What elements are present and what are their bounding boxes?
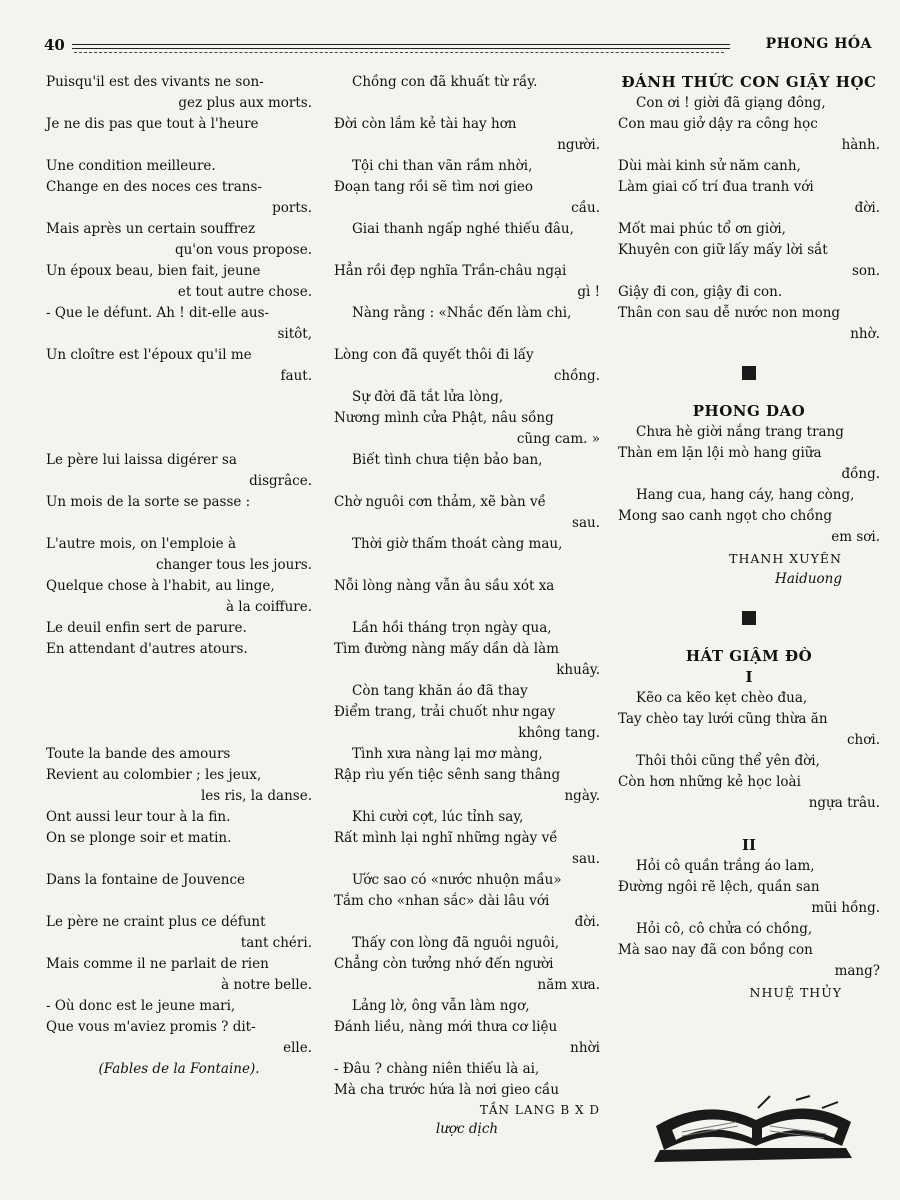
- header-rule: [72, 48, 730, 49]
- page-header: [44, 36, 880, 58]
- verse-line: Mốt mai phúc tổ ơn giời,: [618, 221, 786, 237]
- verse-line: Biết tình chưa tiện bảo ban,: [352, 452, 543, 468]
- verse-line: son.: [851, 263, 880, 279]
- verse-line: Rập rìu yến tiệc sênh sang thâng: [334, 767, 561, 783]
- verse-line: disgrâce.: [249, 473, 312, 489]
- verse-line: năm xưa.: [537, 977, 600, 993]
- verse-line: Còn hơn những kẻ học loài: [618, 774, 801, 790]
- open-book-icon: [646, 1086, 866, 1170]
- poem-title: PHONG DAO: [692, 402, 806, 420]
- verse-line: Hẳn rồi đẹp nghĩa Trần-châu ngại: [334, 263, 567, 279]
- verse-line: Une condition meilleure.: [46, 158, 216, 174]
- section-number: II: [741, 836, 757, 854]
- verse-line: Le deuil enfin sert de parure.: [46, 620, 247, 636]
- verse-line: Change en des noces ces trans-: [46, 179, 262, 195]
- verse-line: Mais après un certain souffrez: [46, 221, 256, 237]
- verse-line: đồng.: [841, 466, 880, 482]
- verse-line: Tìm đường nàng mấy dần dà làm: [334, 641, 559, 657]
- verse-line: Que vous m'aviez promis ? dit-: [46, 1019, 256, 1035]
- verse-line: Thời giờ thấm thoát càng mau,: [352, 536, 563, 552]
- verse-line: tant chéri.: [240, 935, 312, 951]
- poem-author: NHUỆ THỦY: [749, 985, 842, 1000]
- verse-line: Điểm trang, trải chuốt như ngay: [334, 704, 556, 720]
- verse-line: Lần hồi tháng trọn ngày qua,: [352, 620, 552, 636]
- verse-line: nhờ.: [850, 326, 880, 342]
- verse-line: les ris, la danse.: [200, 788, 312, 804]
- verse-line: Chồng con đã khuất từ rầy.: [352, 74, 538, 90]
- verse-line: Đoạn tang rồi sẽ tìm nơi gieo: [334, 179, 534, 195]
- verse-line: - Đâu ? chàng niên thiếu là ai,: [334, 1061, 540, 1077]
- verse-line: đời.: [854, 200, 880, 216]
- verse-line: Còn tang khăn áo đã thay: [352, 683, 528, 699]
- poem-author: THANH XUYÊN: [729, 551, 842, 566]
- section-number: I: [745, 668, 753, 686]
- section-separator: [742, 366, 756, 380]
- verse-line: - Où donc est le jeune mari,: [46, 998, 236, 1014]
- verse-line: chồng.: [553, 368, 600, 384]
- verse-line: Tình xưa nàng lại mơ màng,: [352, 746, 543, 762]
- verse-line: Kẽo ca kẽo kẹt chèo đua,: [636, 690, 808, 706]
- verse-line: Dùi mài kinh sử năm canh,: [618, 158, 801, 174]
- section-separator: [742, 611, 756, 625]
- verse-line: Rất mình lại nghĩ những ngày về: [334, 830, 558, 846]
- fable-source: (Fables de la Fontaine).: [98, 1061, 260, 1077]
- verse-line: Khuyên con giữ lấy mấy lời sắt: [618, 242, 828, 258]
- verse-line: Giậy đi con, giậy đi con.: [618, 284, 783, 300]
- verse-line: Mais comme il ne parlait de rien: [46, 956, 269, 972]
- verse-line: Quelque chose à l'habit, au linge,: [46, 578, 275, 594]
- verse-line: Khi cười cợt, lúc tỉnh say,: [352, 809, 524, 825]
- header-rule: [74, 52, 724, 53]
- verse-line: Un époux beau, bien fait, jeune: [46, 263, 261, 279]
- translator-signature: TẦN LANG B X D: [479, 1103, 600, 1117]
- verse-line: Sự đời đã tắt lửa lòng,: [352, 389, 504, 405]
- verse-line: sau.: [572, 851, 600, 867]
- verse-line: Un cloître est l'époux qu'il me: [46, 347, 252, 363]
- verse-line: sitôt,: [277, 326, 312, 342]
- translator-note: lược dịch: [435, 1121, 499, 1137]
- verse-line: gez plus aux morts.: [178, 95, 312, 111]
- verse-line: Toute la bande des amours: [46, 746, 231, 762]
- verse-line: Chẳng còn tưởng nhớ đến người: [334, 956, 554, 972]
- verse-line: mũi hồng.: [811, 900, 880, 916]
- verse-line: Ont aussi leur tour à la fin.: [46, 809, 231, 825]
- verse-line: Giai thanh ngấp nghé thiếu đâu,: [352, 221, 574, 237]
- verse-line: à la coiffure.: [225, 599, 312, 615]
- verse-line: Nương mình cửa Phật, nâu sồng: [334, 410, 554, 426]
- verse-line: Ước sao có «nước nhuộn mầu»: [352, 872, 562, 888]
- verse-line: Nàng rằng : «Nhắc đến làm chi,: [352, 305, 572, 321]
- column-poems: [618, 72, 880, 1003]
- verse-line: Đời còn lắm kẻ tài hay hơn: [334, 116, 517, 132]
- verse-line: ngày.: [564, 788, 600, 804]
- verse-line: mang?: [834, 963, 880, 979]
- verse-line: Thấy con lòng đã nguôi nguôi,: [352, 935, 560, 951]
- verse-line: người.: [557, 137, 600, 153]
- verse-line: Thàn em lặn lội mò hang giữa: [618, 445, 822, 461]
- verse-line: qu'on vous propose.: [174, 242, 312, 258]
- verse-line: Nỗi lòng nàng vẫn âu sầu xót xa: [334, 578, 555, 594]
- verse-line: đời.: [574, 914, 600, 930]
- verse-line: Làm giai cố trí đua tranh với: [618, 179, 814, 195]
- verse-line: gì !: [577, 284, 600, 300]
- verse-line: Đánh liều, nàng mới thưa cơ liệu: [334, 1019, 558, 1035]
- verse-line: Thân con sau dễ nước non mong: [618, 305, 841, 321]
- verse-line: Mong sao canh ngọt cho chồng: [618, 508, 832, 524]
- verse-line: Le père lui laissa digérer sa: [46, 452, 237, 468]
- verse-line: et tout autre chose.: [177, 284, 312, 300]
- verse-line: Lòng con đã quyết thôi đi lấy: [334, 347, 534, 363]
- verse-line: Tay chèo tay lưới cũng thừa ăn: [618, 711, 828, 727]
- verse-line: cầu.: [571, 200, 600, 216]
- verse-line: cũng cam. »: [516, 431, 600, 447]
- verse-line: Chờ nguôi cơn thảm, xẽ bàn về: [334, 494, 546, 510]
- poem-title: ĐÁNH THỨC CON GIẬY HỌC: [621, 73, 877, 91]
- verse-line: hành.: [841, 137, 880, 153]
- verse-line: ngựa trâu.: [808, 795, 880, 811]
- verse-line: Chưa hè giời nắng trang trang: [636, 424, 844, 440]
- verse-line: không tang.: [518, 725, 600, 741]
- verse-line: - Que le défunt. Ah ! dit-elle aus-: [46, 305, 270, 321]
- header-rule: [72, 44, 730, 45]
- verse-line: Thôi thôi cũng thể yên đời,: [636, 753, 820, 769]
- verse-line: Hang cua, hang cáy, hang còng,: [636, 487, 855, 503]
- poem-place: Haiduong: [775, 571, 842, 587]
- verse-line: khuây.: [556, 662, 600, 678]
- verse-line: em sơi.: [831, 529, 880, 545]
- verse-line: Con mau giở dậy ra công học: [618, 116, 818, 132]
- verse-line: changer tous les jours.: [155, 557, 312, 573]
- column-french-fable: [46, 72, 312, 1080]
- column-vietnamese-translation: [334, 72, 600, 1139]
- poem-title: HÁT GIẬM ĐÒ: [685, 647, 813, 665]
- verse-line: L'autre mois, on l'emploie à: [46, 536, 237, 552]
- verse-line: Tắm cho «nhan sắc» dài lâu với: [334, 893, 550, 909]
- verse-line: Tội chi than vãn rầm nhời,: [352, 158, 533, 174]
- verse-line: Mà cha trước hứa là nơi gieo cầu: [334, 1082, 560, 1098]
- verse-line: nhời: [570, 1040, 600, 1056]
- verse-line: Un mois de la sorte se passe :: [46, 494, 251, 510]
- verse-line: Đường ngôi rẽ lệch, quần san: [618, 879, 820, 895]
- verse-line: Con ơi ! giời đã giạng đông,: [636, 95, 826, 111]
- verse-line: sau.: [572, 515, 600, 531]
- verse-line: Lảng lờ, ông vẫn làm ngơ,: [352, 998, 530, 1014]
- journal-name: PHONG HÓA: [765, 36, 872, 52]
- verse-line: Puisqu'il est des vivants ne son-: [46, 74, 264, 90]
- verse-line: En attendant d'autres atours.: [46, 641, 248, 657]
- verse-line: On se plonge soir et matin.: [46, 830, 232, 846]
- verse-line: Hỏi cô, cô chửa có chồng,: [636, 921, 813, 937]
- verse-line: Revient au colombier ; les jeux,: [46, 767, 262, 783]
- verse-line: chơi.: [847, 732, 880, 748]
- verse-line: Le père ne craint plus ce défunt: [46, 914, 266, 930]
- verse-line: Je ne dis pas que tout à l'heure: [46, 116, 259, 132]
- verse-line: elle.: [283, 1040, 312, 1056]
- verse-line: ports.: [272, 200, 312, 216]
- verse-line: Dans la fontaine de Jouvence: [46, 872, 246, 888]
- verse-line: Mà sao nay đã con bồng con: [618, 942, 813, 958]
- verse-line: à notre belle.: [221, 977, 312, 993]
- verse-line: Hỏi cô quần trắng áo lam,: [636, 858, 815, 874]
- page-number: 40: [44, 36, 65, 54]
- verse-line: faut.: [280, 368, 312, 384]
